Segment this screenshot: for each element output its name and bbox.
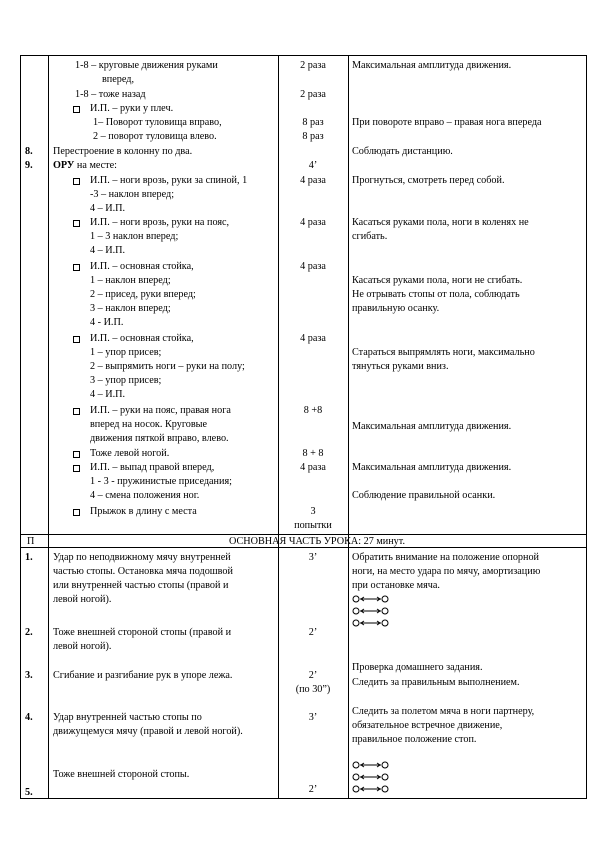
exercise-line: Удар внутренней частью стопы по bbox=[53, 712, 202, 723]
row-text: Перестроение в колонну по два. bbox=[53, 146, 193, 157]
bullet-icon bbox=[73, 509, 80, 516]
exercise-line: Тоже внешней стороной стопы (правой и bbox=[53, 627, 232, 638]
row-note: Следить за правильным выполнением. bbox=[352, 677, 520, 688]
exercise-line: И.П. – выпад правой вперед, bbox=[90, 462, 215, 473]
exercise-line: 3 – наклон вперед; bbox=[90, 303, 171, 314]
exercise-line: -3 – наклон вперед; bbox=[90, 189, 175, 200]
row-note: Соблюдать дистанцию. bbox=[352, 146, 453, 157]
row-note: обязательное встречное движение, bbox=[352, 720, 503, 731]
row-dose: 3’ bbox=[308, 712, 318, 723]
bullet-icon bbox=[73, 264, 80, 271]
row-note: Стараться выпрямлять ноги, максимально bbox=[352, 347, 535, 358]
exercise-line: 2 – присед, руки вперед; bbox=[90, 289, 196, 300]
row-dose: 2’ bbox=[308, 670, 318, 681]
row-dose: 2 раза bbox=[300, 60, 326, 71]
bullet-icon bbox=[73, 220, 80, 227]
exercise-line: 1 – упор присев; bbox=[90, 347, 162, 358]
table-border-right bbox=[586, 55, 587, 799]
row-note: Обратить внимание на положение опорной bbox=[352, 552, 540, 563]
row-text: 1-8 – тоже назад bbox=[75, 89, 146, 100]
row-note: Прогнуться, смотреть перед собой. bbox=[352, 175, 505, 186]
row-text bbox=[53, 159, 117, 172]
exercise-line: Тоже левой ногой. bbox=[90, 448, 170, 459]
row-note: Не отрывать стопы от пола, соблюдать bbox=[352, 289, 520, 300]
exercise-line: Сгибание и разгибание рук в упоре лежа. bbox=[53, 670, 233, 681]
row-dose: попытки bbox=[294, 520, 332, 531]
bullet-icon bbox=[73, 408, 80, 415]
row-number: 1. bbox=[25, 552, 33, 563]
exercise-line: Прыжок в длину с места bbox=[90, 506, 197, 517]
exercise-line: 4 – смена положения ног. bbox=[90, 490, 200, 501]
row-text: 1– Поворот туловища вправо, bbox=[93, 117, 222, 128]
exercise-line: частью стопы. Остановка мяча подошвой bbox=[53, 566, 233, 577]
row-dose: 8 +8 bbox=[303, 405, 323, 416]
row-note: правильную осанку. bbox=[352, 303, 440, 314]
row-text: 1-8 – круговые движения руками bbox=[75, 60, 218, 71]
row-note: Максимальная амплитуда движения. bbox=[352, 60, 512, 71]
oru-label-suffix: на месте: bbox=[74, 160, 117, 171]
section-title: ОСНОВНАЯ ЧАСТЬ УРОКА: 27 минут. bbox=[228, 536, 406, 547]
row-number: 9. bbox=[25, 160, 33, 171]
exercise-line: левой ногой). bbox=[53, 594, 112, 605]
row-text: 2 – поворот туловища влево. bbox=[93, 131, 217, 142]
row-note: тянуться руками вниз. bbox=[352, 361, 449, 372]
row-dose: 4 раза bbox=[300, 175, 326, 186]
row-number: 2. bbox=[25, 627, 33, 638]
row-number: 8. bbox=[25, 146, 33, 157]
exercise-line: Тоже внешней стороной стопы. bbox=[53, 769, 190, 780]
exercise-line: вперед на носок. Круговые bbox=[90, 419, 208, 430]
row-note: ноги, на место удара по мячу, амортизацию bbox=[352, 566, 541, 577]
row-note: Максимальная амплитуда движения. bbox=[352, 421, 512, 432]
bullet-icon bbox=[73, 106, 80, 113]
row-dose: (по 30”) bbox=[295, 684, 331, 695]
row-dose: 8 + 8 bbox=[302, 448, 324, 459]
exercise-line: движущемуся мячу (правой и левой ногой). bbox=[53, 726, 243, 737]
exercise-line: 1 – 3 наклон вперед; bbox=[90, 231, 179, 242]
exercise-line: 4 – И.П. bbox=[90, 389, 126, 400]
row-number: 3. bbox=[25, 670, 33, 681]
exercise-line: 3 – упор присев; bbox=[90, 375, 162, 386]
row-dose: 4 раза bbox=[300, 462, 326, 473]
table-column-divider-3 bbox=[348, 55, 349, 799]
row-note: при остановке мяча. bbox=[352, 580, 440, 591]
table-border-bottom bbox=[20, 798, 587, 799]
bullet-icon bbox=[73, 178, 80, 185]
section-number: П bbox=[27, 536, 35, 547]
row-note: правильное положение стоп. bbox=[352, 734, 477, 745]
row-dose: 3 bbox=[310, 506, 316, 517]
oru-label: ОРУ bbox=[53, 160, 75, 171]
exercise-line: 4 – И.П. bbox=[90, 203, 126, 214]
exercise-line: 1 - 3 - пружинистые приседания; bbox=[90, 476, 232, 487]
exercise-line: 4 – И.П. bbox=[90, 245, 126, 256]
row-note: При повороте вправо – правая нога впереда bbox=[352, 117, 542, 128]
exercise-line: 4 - И.П. bbox=[90, 317, 124, 328]
row-note: Соблюдение правильной осанки. bbox=[352, 490, 496, 501]
exercise-line: Удар по неподвижному мячу внутренней bbox=[53, 552, 231, 563]
exercise-line: или внутренней частью стопы (правой и bbox=[53, 580, 229, 591]
row-note: Касаться руками пола, ноги не сгибать. bbox=[352, 275, 523, 286]
exercise-line: И.П. – ноги врозь, руки за спиной, 1 bbox=[90, 175, 248, 186]
bullet-icon bbox=[73, 465, 80, 472]
exercise-line: И.П. – основная стойка, bbox=[90, 261, 194, 272]
row-text-continued: вперед, bbox=[102, 74, 134, 85]
exercise-line: движения пяткой вправо, влево. bbox=[90, 433, 229, 444]
row-note: Максимальная амплитуда движения. bbox=[352, 462, 512, 473]
row-dose: 2’ bbox=[308, 627, 318, 638]
row-dose: 8 раз bbox=[302, 117, 324, 128]
bullet-icon bbox=[73, 336, 80, 343]
row-dose: 8 раз bbox=[302, 131, 324, 142]
table-border-left bbox=[20, 55, 21, 799]
row-dose: 4 раза bbox=[300, 217, 326, 228]
exercise-line: И.П. – ноги врозь, руки на пояс, bbox=[90, 217, 230, 228]
bullet-icon bbox=[73, 451, 80, 458]
exercise-line: 2 – выпрямить ноги – руки на полу; bbox=[90, 361, 245, 372]
row-note: сгибать. bbox=[352, 231, 388, 242]
players-pass-diagram-icon bbox=[352, 760, 392, 796]
row-note: Следить за полетом мяча в ноги партнеру, bbox=[352, 706, 535, 717]
players-pass-diagram-icon bbox=[352, 594, 392, 630]
exercise-line: левой ногой). bbox=[53, 641, 112, 652]
row-dose: 4’ bbox=[308, 160, 318, 171]
exercise-line: И.П. – руки на пояс, правая нога bbox=[90, 405, 231, 416]
row-dose: 2’ bbox=[308, 784, 318, 795]
row-dose: 4 раза bbox=[300, 261, 326, 272]
table-column-divider-1 bbox=[48, 55, 49, 799]
row-dose: 4 раза bbox=[300, 333, 326, 344]
row-dose: 3’ bbox=[308, 552, 318, 563]
row-number: 4. bbox=[25, 712, 33, 723]
row-dose: 2 раза bbox=[300, 89, 326, 100]
row-text: И.П. – руки у плеч. bbox=[90, 103, 174, 114]
row-number: 5. bbox=[25, 787, 33, 798]
table-border-top bbox=[20, 55, 587, 56]
exercise-line: 1 – наклон вперед; bbox=[90, 275, 171, 286]
exercise-line: И.П. – основная стойка, bbox=[90, 333, 194, 344]
row-note: Касаться руками пола, ноги в коленях не bbox=[352, 217, 529, 228]
row-note: Проверка домашнего задания. bbox=[352, 662, 483, 673]
